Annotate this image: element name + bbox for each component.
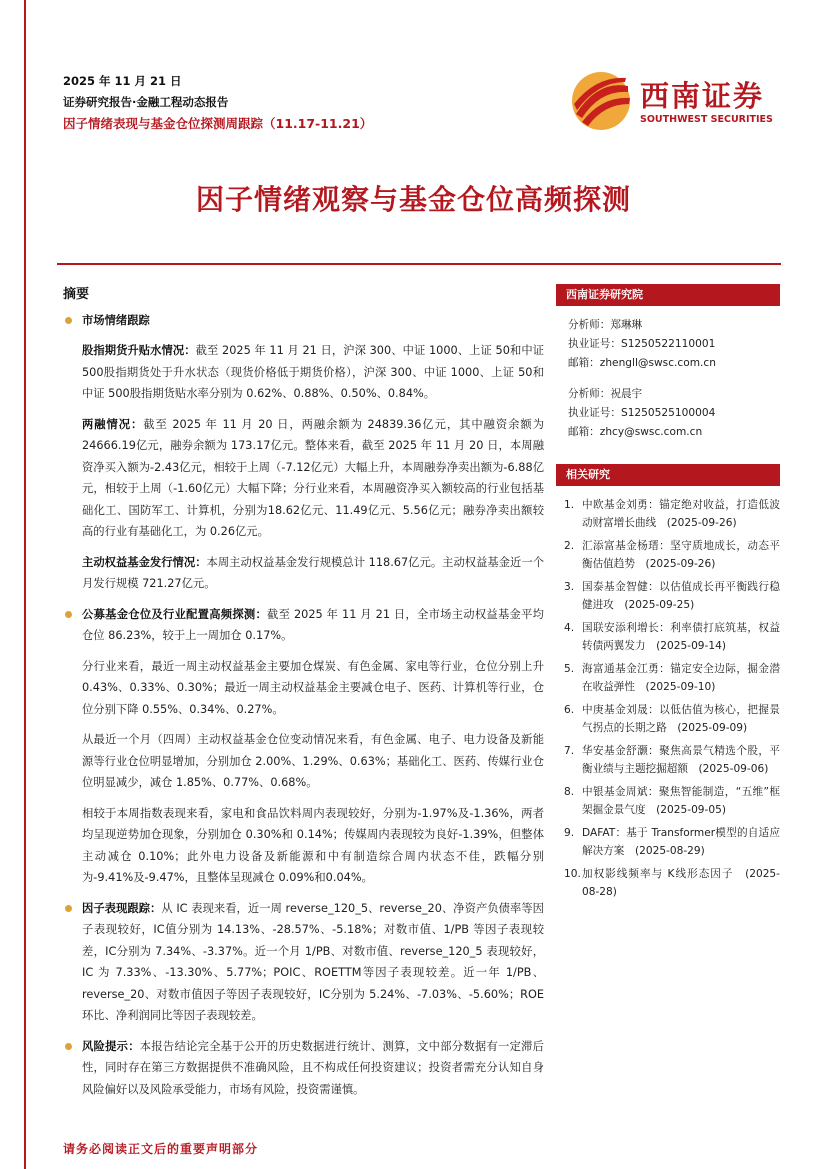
footer-disclaimer: 请务必阅读正文后的重要声明部分 <box>63 1142 259 1156</box>
logo-name-en: SOUTHWEST SECURITIES <box>640 114 773 125</box>
logo-emblem-icon <box>568 70 634 132</box>
analyst-block <box>556 316 780 442</box>
sidebar <box>556 284 780 906</box>
related-research-header: 相关研究 <box>556 464 780 486</box>
fund-issue-paragraph: 主动权益基金发行情况：本周主动权益基金发行规模总计 118.67亿元。主动权益基金近一个月发行规模 721.27亿元。 <box>82 555 544 590</box>
report-type: 证券研究报告·金融工程动态报告 <box>63 95 229 109</box>
analyst-cert: 执业证号：S1250525100004 <box>568 407 716 419</box>
logo-name-cn: 西南证券 <box>640 79 765 113</box>
series-title: 因子情绪表现与基金仓位探测周跟踪（11.17-11.21） <box>63 116 373 131</box>
position-paragraph-2: 分行业来看，最近一周主动权益基金主要加仓煤炭、有色金属、家电等行业，仓位分别上升 0.43%、0.33%、0.30%；最近一周主动权益基金主要减仓电子、医药、计算机等行业，仓位分别下降 0.55%、0.34%、0.27%。 <box>82 659 544 716</box>
related-item[interactable]: 3. 国泰基金智健：以估值成长再平衡践行稳健进攻 (2025-09-25) <box>564 581 780 611</box>
analyst-name: 分析师：郑琳琳 <box>568 319 643 331</box>
position-paragraph-4: 相较于本周指数表现来看，家电和食品饮料周内表现较好，分别为-1.97%及-1.36%，两者均呈现逆势加仓现象，分别加仓 0.30%和 0.14%；传媒周内表现较为良好-1.39%，但整体主动减仓 0.10%；此外电力设备及新能源和中有制造综合周内状态不佳，跌幅分别为-9.41%及-9.47%，且整体呈现减仓 0.09%和0.04%。 <box>82 806 544 884</box>
position-paragraph: 公募基金仓位及行业配置高频探测：截至 2025 年 11 月 21 日，全市场主动权益基金平均仓位 86.23%，较于上一周加仓 0.17%。 <box>63 604 544 647</box>
factor-paragraph: 因子表现跟踪：从 IC 表现来看，近一周 reverse_120_5、reverse_20、净资产负债率等因子表现较好，IC值分别为 14.13%、-28.57%、-5.18%；对数市值、1/PB 等因子表现较差，IC分别为 7.34%、-3.37%。近一个月 1/PB、对数市值、reverse_120_5 表现较好，IC 为 7.33%、-13.30%、5.77%；POIC、ROETTM等因子表现较差。近一年 1/PB、reverse_20、对数市值因子等因子表现较好，IC分别为 5.24%、-7.03%、-5.60%；ROE 环比、净利润同比等因子表现较差。 <box>63 898 544 1027</box>
analyst-email[interactable]: 邮箱：zhengll@swsc.com.cn <box>568 357 716 369</box>
related-item[interactable]: 6. 中庚基金刘晟：以低估值为核心，把握景气拐点的长期之路 (2025-09-09) <box>564 704 780 734</box>
related-item[interactable]: 5. 海富通基金江勇：锚定安全边际，掘金潜在收益弹性 (2025-09-10) <box>564 663 780 693</box>
related-research-list <box>556 496 780 901</box>
position-paragraph-3: 从最近一个月（四周）主动权益基金仓位变动情况来看，有色金属、电子、电力设备及新能源等行业仓位明显增加，分别加仓 2.00%、1.29%、0.63%；基础化工、医药、传媒行业仓位明显减少，减仓 1.85%、0.77%、0.68%。 <box>82 733 544 789</box>
report-date: 2025 年 11 月 21 日 <box>63 74 182 88</box>
related-item[interactable]: 9. DAFAT：基于 Transformer模型的自适应解决方案 (2025-08-29) <box>564 827 780 857</box>
risk-paragraph: 风险提示：本报告结论完全基于公开的历史数据进行统计、测算，文中部分数据有一定滞后性，同时存在第三方数据提供不准确风险，且不构成任何投资建议；投资者需充分认知自身风险偏好以及风险承受能力，市场有风险，投资需谨慎。 <box>63 1036 544 1101</box>
analyst-email[interactable]: 邮箱：zhcy@swsc.com.cn <box>568 426 703 438</box>
analyst-name: 分析师：祝晨宇 <box>568 388 643 400</box>
related-item[interactable]: 4. 国联安添利增长：利率债打底筑基，权益转债两翼发力 (2025-09-14) <box>564 622 780 652</box>
related-item[interactable]: 8. 中银基金周斌：聚焦智能制造，“五维”框架掘金景气度 (2025-09-05) <box>564 786 780 816</box>
left-accent-line <box>24 0 26 1169</box>
analyst-cert: 执业证号：S1250522110001 <box>568 338 716 350</box>
futures-paragraph: 股指期货升贴水情况：截至 2025 年 11 月 21 日，沪深 300、中证 1000、上证 50和中证 500股指期货处于升水状态（现货价格低于期货价格），沪深 300、中证 1000、上证 50和中证 500股指期货贴水率分别为 0.62%、0.88%、0.50%、0.84%。 <box>82 344 544 400</box>
title-divider <box>57 263 781 265</box>
related-item[interactable]: 7. 华安基金舒灏：聚焦高景气精选个股，平衡业绩与主题挖掘超额 (2025-09-06) <box>564 745 780 775</box>
related-item[interactable]: 1. 中欧基金刘勇：锚定绝对收益，打造低波动财富增长曲线 (2025-09-26) <box>564 499 780 529</box>
company-logo <box>568 70 778 134</box>
related-item[interactable]: 10. 加权影线频率与 K线形态因子 (2025-08-28) <box>564 868 780 898</box>
institute-header: 西南证券研究院 <box>556 284 780 306</box>
summary-column <box>63 284 544 1109</box>
margin-paragraph: 两融情况：截至 2025 年 11 月 20 日，两融余额为 24839.36亿元，其中融资余额为 24666.19亿元，融券余额为 173.17亿元。整体来看，截至 2025 年 11 月 20 日，本周融资净买入额为-2.43亿元，相较于上周（-7.12亿元）大幅上升，本周融券净卖出额为-6.88亿元，相较于上周（-1.60亿元）大幅下降；分行业来看，本周融资净买入额较高的行业包括基础化工、国防军工、计算机，分别为18.62亿元、11.49亿元、5.56亿元；融券净卖出额较高的行业有基础化工，为 0.26亿元。 <box>82 417 544 538</box>
market-heading: 市场情绪跟踪 <box>63 310 544 332</box>
related-item[interactable]: 2. 汇添富基金杨瑨：坚守质地成长，动态平衡估值趋势 (2025-09-26) <box>564 540 780 570</box>
summary-heading: 摘要 <box>63 287 90 302</box>
main-title: 因子情绪观察与基金仓位高频探测 <box>195 183 631 216</box>
